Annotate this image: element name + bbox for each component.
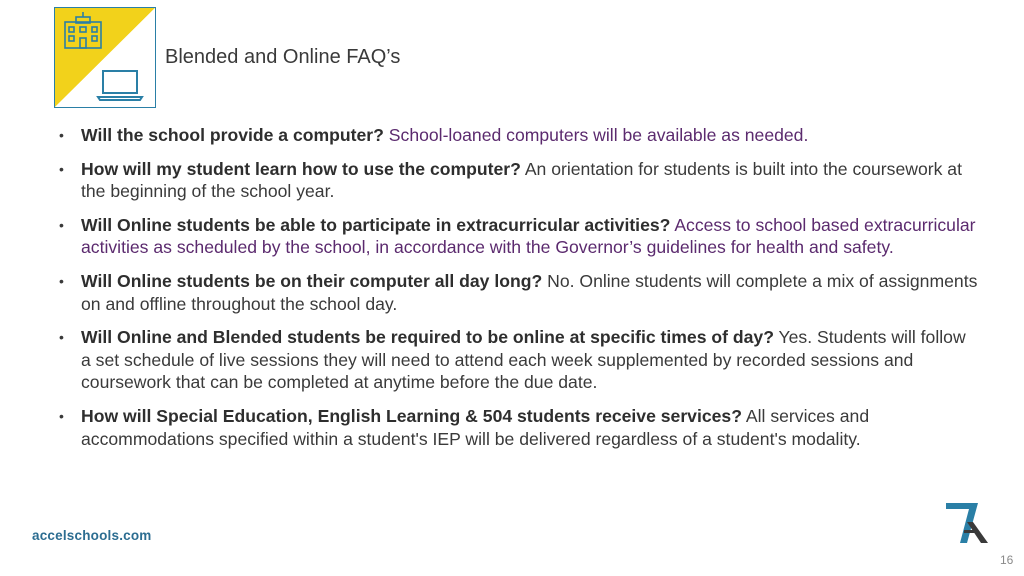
- faq-question: Will the school provide a computer?: [81, 125, 384, 145]
- bullet-icon: •: [59, 127, 64, 143]
- faq-answer: School-loaned computers will be available as needed.: [388, 125, 809, 145]
- bullet-icon: •: [59, 329, 64, 346]
- bullet-icon: •: [59, 272, 64, 289]
- faq-item: [58, 214, 978, 259]
- bullet-icon: •: [59, 407, 64, 424]
- faq-answer: Access to school based extracurricular activities as scheduled by the school, in accordance with the Governor’s guidelines for health and safety.: [81, 214, 976, 258]
- faq-answer: No. Online students will complete a mix of assignments on and offline throughout the school day.: [81, 270, 978, 314]
- faq-list: [58, 124, 978, 461]
- accel-logo-icon: [940, 500, 992, 551]
- faq-answer: All services and accommodations specified within a student's IEP will be delivered regardless of a student's modality.: [81, 405, 870, 449]
- faq-answer: An orientation for students is built into the coursework at the beginning of the school year.: [81, 158, 962, 202]
- bullet-icon: •: [59, 216, 64, 233]
- section-logo: [54, 7, 156, 108]
- faq-question: How will my student learn how to use the computer?: [81, 158, 521, 179]
- faq-answer: Yes. Students will follow a set schedule of live sessions they will need to attend each week supplemented by recorded sessions and coursework that can be completed at anytime before the due date.: [81, 327, 966, 393]
- faq-question: Will Online students be able to participate in extracurricular activities?: [81, 214, 671, 235]
- bullet-icon: •: [59, 160, 64, 177]
- faq-item: [58, 405, 978, 450]
- faq-question: Will Online students be on their computer all day long?: [81, 270, 543, 291]
- page-number: 16: [1000, 553, 1014, 567]
- page-title: Blended and Online FAQ’s: [165, 46, 401, 68]
- faq-item: [58, 270, 978, 315]
- faq-item: [58, 124, 978, 147]
- faq-item: [58, 158, 978, 203]
- faq-question: Will Online and Blended students be required to be online at specific times of day?: [81, 327, 774, 348]
- faq-item: [58, 326, 978, 394]
- footer-url: accelschools.com: [32, 528, 152, 543]
- faq-question: How will Special Education, English Learning & 504 students receive services?: [81, 405, 742, 426]
